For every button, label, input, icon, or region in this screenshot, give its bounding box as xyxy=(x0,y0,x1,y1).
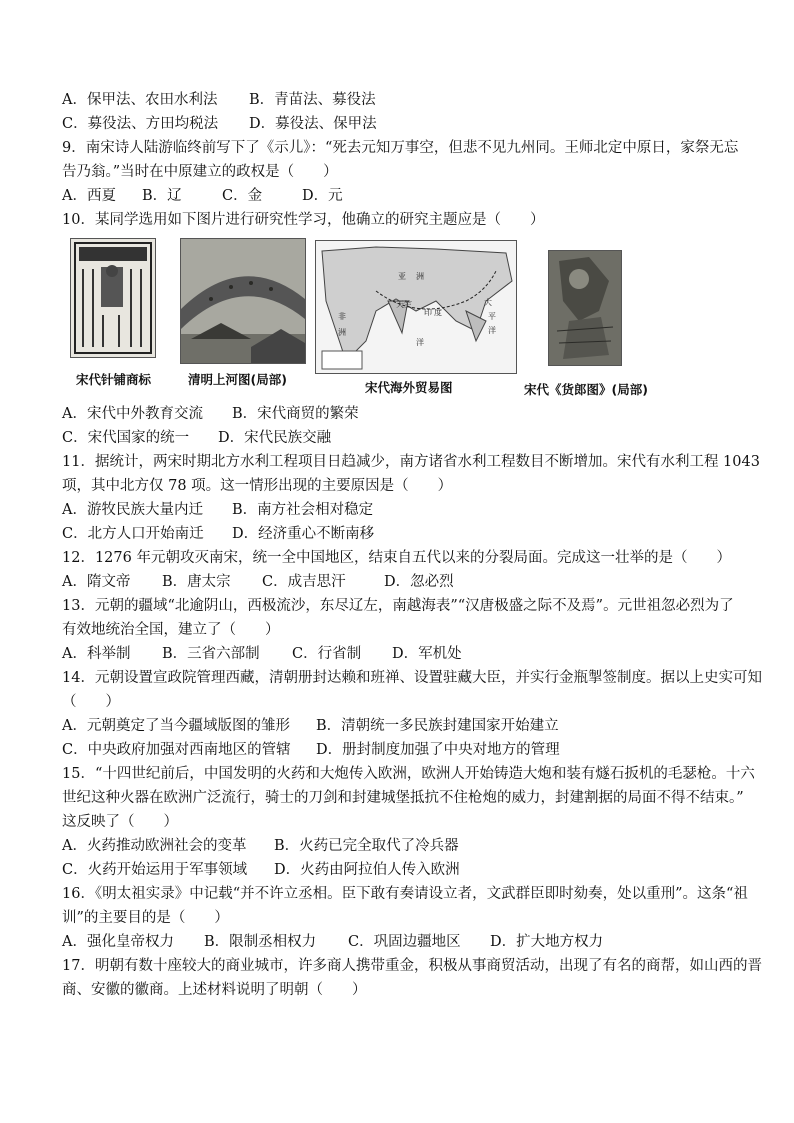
answer-options-row xyxy=(62,522,752,546)
answer-option: A．科举制 xyxy=(62,646,131,662)
answer-option: A．火药推动欧洲社会的变革 xyxy=(62,838,247,854)
map-label: 大 xyxy=(484,298,492,307)
answer-option: D．忽必烈 xyxy=(384,574,454,590)
answer-option: D．经济重心不断南移 xyxy=(232,526,375,542)
figure-caption: 清明上河图(局部) xyxy=(188,372,287,387)
map-label: 洋 xyxy=(488,326,496,335)
question-text-line: 16．《明太祖实录》中记载“并不许立丞相。臣下敢有奏请设立者，文武群臣即时劾奏，处以重刑”。这条“祖 xyxy=(62,886,748,902)
answer-options-row xyxy=(62,858,752,882)
answer-option: B．青苗法、募役法 xyxy=(249,92,376,108)
answer-option: B．限制丞相权力 xyxy=(204,934,317,950)
answer-option: B．辽 xyxy=(142,188,182,204)
answer-option: D．火药由阿拉伯人传入欧洲 xyxy=(274,862,460,878)
map-label: 度 xyxy=(434,308,442,317)
answer-option: A．保甲法、农田水利法 xyxy=(62,92,218,108)
question-text-line: （ ） xyxy=(62,694,120,710)
question-text-line: 14．元朝设置宣政院管理西藏，清朝册封达赖和班禅、设置驻藏大臣，并实行金瓶掣签制度。据以上史实可知 xyxy=(62,670,762,686)
answer-option: C．行省制 xyxy=(292,646,362,662)
figure-caption: 宋代《货郎图》(局部) xyxy=(524,382,648,397)
map-label: 天竺 xyxy=(396,300,412,309)
question-text-line: 15．“十四世纪前后，中国发明的火药和大炮传入欧洲，欧洲人开始铸造大炮和装有燧石扳机的毛瑟枪。十六 xyxy=(62,766,755,782)
question-text-line: 项，其中北方仅 78 项。这一情形出现的主要原因是（ ） xyxy=(62,478,453,494)
answer-option: B．南方社会相对稳定 xyxy=(232,502,374,518)
answer-option: C．金 xyxy=(222,188,263,204)
question-text-line: 商、安徽的徽商。上述材料说明了明朝（ ） xyxy=(62,982,367,998)
answer-options-row xyxy=(62,714,752,738)
answer-option: B．唐太宗 xyxy=(162,574,231,590)
figure-caption: 宋代海外贸易图 xyxy=(365,380,453,395)
question-text-line: 世纪这种火器在欧洲广泛流行，骑士的刀剑和封建城堡抵抗不住枪炮的威力，封建割据的局面不得不结束。” xyxy=(62,790,744,806)
answer-option: C．巩固边疆地区 xyxy=(348,934,461,950)
map-label: 非 xyxy=(338,312,346,321)
answer-option: A．强化皇帝权力 xyxy=(62,934,174,950)
exam-page xyxy=(62,88,762,1002)
question-text-line: 告乃翁。”当时在中原建立的政权是（ ） xyxy=(62,164,338,180)
map-label: 洲 xyxy=(338,328,346,337)
question-text-line: 17．明朝有数十座较大的商业城市，许多商人携带重金，积极从事商贸活动，出现了有名的商帮，如山西的晋 xyxy=(62,958,762,974)
answer-options-row xyxy=(62,402,752,426)
answer-options-row xyxy=(62,738,752,762)
answer-option: A．西夏 xyxy=(62,188,116,204)
answer-option: B．宋代商贸的繁荣 xyxy=(232,406,359,422)
answer-options-row xyxy=(62,112,752,136)
answer-option: D．元 xyxy=(302,188,343,204)
answer-option: D．募役法、保甲法 xyxy=(249,116,377,132)
answer-option: B．清朝统一多民族封建国家开始建立 xyxy=(316,718,559,734)
answer-option: D．扩大地方权力 xyxy=(490,934,604,950)
maritime-trade-map-image xyxy=(315,240,517,374)
answer-options-row xyxy=(62,498,752,522)
question-text-line: 这反映了（ ） xyxy=(62,814,178,830)
figure-caption: 宋代针铺商标 xyxy=(76,372,152,387)
answer-option: A．隋文帝 xyxy=(62,574,131,590)
answer-option: C．火药开始运用于军事领域 xyxy=(62,862,248,878)
map-label: 平 xyxy=(488,312,496,321)
peddler-painting-image xyxy=(548,250,622,366)
answer-options-row xyxy=(62,570,752,594)
answer-option: C．宋代国家的统一 xyxy=(62,430,190,446)
question-text-line: 有效地统治全国，建立了（ ） xyxy=(62,622,280,638)
question-text-line: 9．南宋诗人陆游临终前写下了《示儿》：“死去元知万事空，但悲不见九州同。王师北定中原日，家祭无忘 xyxy=(62,140,739,156)
answer-option: D．军机处 xyxy=(392,646,462,662)
answer-option: D．宋代民族交融 xyxy=(218,430,332,446)
map-label: 印 xyxy=(424,308,432,317)
answer-option: A．宋代中外教育交流 xyxy=(62,406,203,422)
needle-shop-trademark-image xyxy=(70,238,156,358)
answer-option: A．游牧民族大量内迁 xyxy=(62,502,203,518)
answer-options-row xyxy=(62,426,752,450)
answer-options-row xyxy=(62,930,752,954)
map-label: 亚 xyxy=(398,272,406,281)
answer-option: B．火药已完全取代了冷兵器 xyxy=(274,838,459,854)
answer-options-row xyxy=(62,642,752,666)
answer-options-row xyxy=(62,834,752,858)
answer-options-row xyxy=(62,88,752,112)
answer-option: D．册封制度加强了中央对地方的管理 xyxy=(316,742,560,758)
answer-option: C．中央政府加强对西南地区的管辖 xyxy=(62,742,291,758)
figure-row xyxy=(62,238,752,400)
question-text-line: 10．某同学选用如下图片进行研究性学习，他确立的研究主题应是（ ） xyxy=(62,212,545,228)
map-label: 洲 xyxy=(416,272,424,281)
question-text-line: 训”的主要目的是（ ） xyxy=(62,910,229,926)
question-text-line: 13．元朝的疆域“北逾阴山，西极流沙，东尽辽左，南越海表”“汉唐极盛之际不及焉”。元世祖忽必烈为了 xyxy=(62,598,734,614)
answer-options-row xyxy=(62,184,752,208)
answer-option: B．三省六部制 xyxy=(162,646,260,662)
question-text-line: 12．1276 年元朝攻灭南宋，统一全中国地区，结束自五代以来的分裂局面。完成这一壮举的是（ ） xyxy=(62,550,731,566)
answer-option: A．元朝奠定了当今疆域版图的雏形 xyxy=(62,718,290,734)
answer-option: C．募役法、方田均税法 xyxy=(62,116,219,132)
answer-option: C．北方人口开始南迁 xyxy=(62,526,204,542)
question-text-line: 11．据统计，两宋时期北方水利工程项目日趋减少，南方诸省水利工程数目不断增加。宋代有水利工程 1043 xyxy=(62,454,760,470)
qingming-scroll-image xyxy=(180,238,306,364)
answer-option: C．成吉思汗 xyxy=(262,574,346,590)
map-label: 洋 xyxy=(416,338,424,347)
